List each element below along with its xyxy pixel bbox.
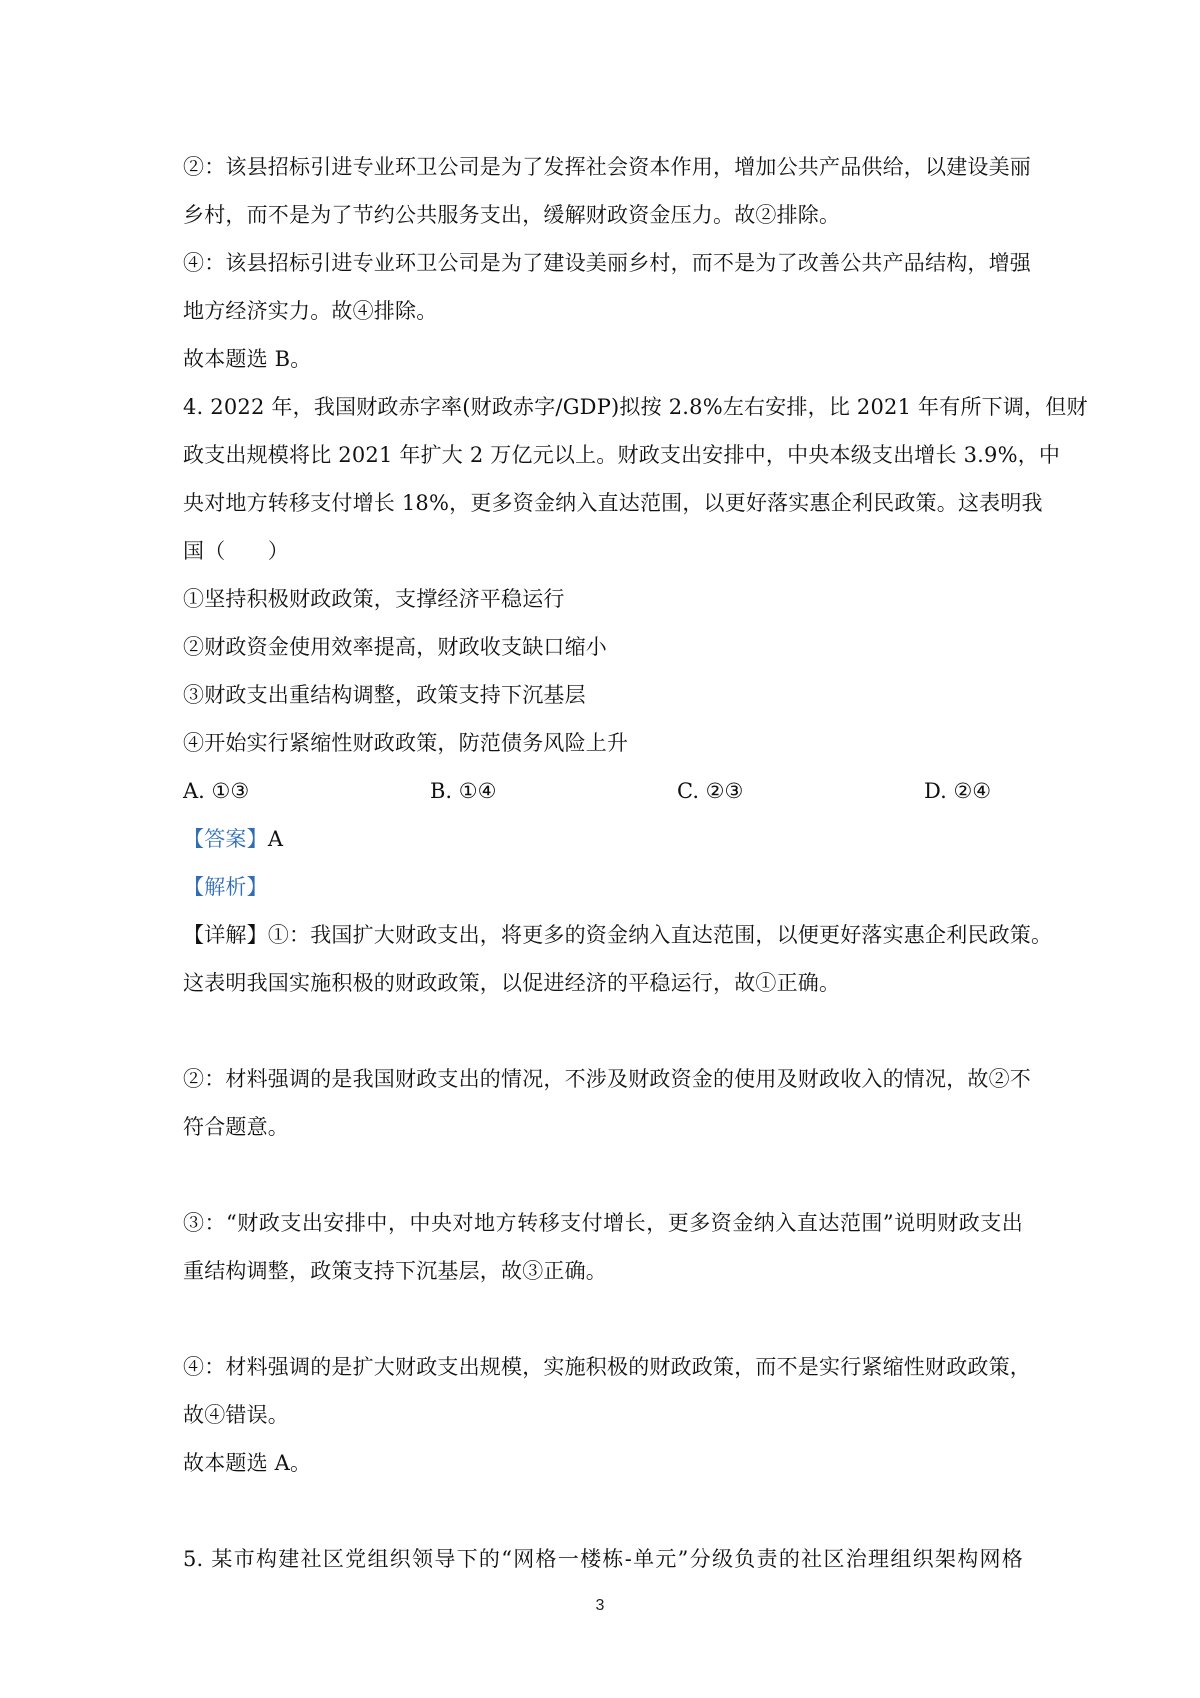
option-d: D. ②④ xyxy=(924,779,992,803)
detail-1-line-2: 这表明我国实施积极的财政政策，以促进经济的平稳运行，故①正确。 xyxy=(183,971,841,995)
question-4-stem-line-4: 国（ ） xyxy=(183,539,289,563)
page-number: 3 xyxy=(595,1597,605,1614)
analysis-point-4-line-1: ④：该县招标引进专业环卫公司是为了建设美丽乡村，而不是为了改善公共产品结构，增强 xyxy=(183,251,1031,275)
question-5-stem-line-1: 5. 某市构建社区党组织领导下的“网格一楼栋-单元”分级负责的社区治理组织架构网格 xyxy=(183,1547,1023,1571)
option-a: A. ①③ xyxy=(183,779,250,803)
statement-2: ②财政资金使用效率提高，财政收支缺口缩小 xyxy=(183,635,607,659)
question-4-stem-line-1: 4. 2022 年，我国财政赤字率(财政赤字/GDP)拟按 2.8%左右安排，比 2021 年有所下调，但财 xyxy=(183,395,1088,419)
answer-label: 【答案】 xyxy=(183,827,268,851)
statement-4: ④开始实行紧缩性财政政策，防范债务风险上升 xyxy=(183,731,629,755)
analysis-line xyxy=(183,872,268,902)
statement-3: ③财政支出重结构调整，政策支持下沉基层 xyxy=(183,683,586,707)
analysis-point-2-line-2: 乡村，而不是为了节约公共服务支出，缓解财政资金压力。故②排除。 xyxy=(183,203,841,227)
detail-3-line-2: 重结构调整，政策支持下沉基层，故③正确。 xyxy=(183,1259,607,1283)
detail-4-line-1: ④：材料强调的是扩大财政支出规模，实施积极的财政政策，而不是实行紧缩性财政政策， xyxy=(183,1355,1031,1379)
detail-1-line-1 xyxy=(183,920,1053,950)
statement-1: ①坚持积极财政政策，支撑经济平稳运行 xyxy=(183,587,565,611)
analysis-label: 【解析】 xyxy=(183,875,268,899)
detail-3-line-1: ③：“财政支出安排中，中央对地方转移支付增长，更多资金纳入直达范围”说明财政支出 xyxy=(183,1211,1023,1235)
detail-label: 【详解】 xyxy=(183,923,268,947)
question-4-stem-line-2: 政支出规模将比 2021 年扩大 2 万亿元以上。财政支出安排中，中央本级支出增长 3.9%，中 xyxy=(183,443,1061,467)
detail-2-line-2: 符合题意。 xyxy=(183,1115,289,1139)
question-3-conclusion: 故本题选 B。 xyxy=(183,347,312,371)
answer-line xyxy=(183,824,283,854)
detail-1-text: ①：我国扩大财政支出，将更多的资金纳入直达范围，以便更好落实惠企利民政策。 xyxy=(267,923,1053,947)
option-c: C. ②③ xyxy=(677,779,744,803)
question-4-conclusion: 故本题选 A。 xyxy=(183,1451,312,1475)
answer-value: A xyxy=(267,827,284,851)
analysis-point-4-line-2: 地方经济实力。故④排除。 xyxy=(183,299,438,323)
detail-2-line-1: ②：材料强调的是我国财政支出的情况，不涉及财政资金的使用及财政收入的情况，故②不 xyxy=(183,1067,1031,1091)
analysis-point-2-line-1: ②：该县招标引进专业环卫公司是为了发挥社会资本作用，增加公共产品供给，以建设美丽 xyxy=(183,155,1031,179)
detail-4-line-2: 故④错误。 xyxy=(183,1403,289,1427)
question-4-stem-line-3: 央对地方转移支付增长 18%，更多资金纳入直达范围，以更好落实惠企利民政策。这表明我 xyxy=(183,491,1043,515)
option-b: B. ①④ xyxy=(430,779,497,803)
